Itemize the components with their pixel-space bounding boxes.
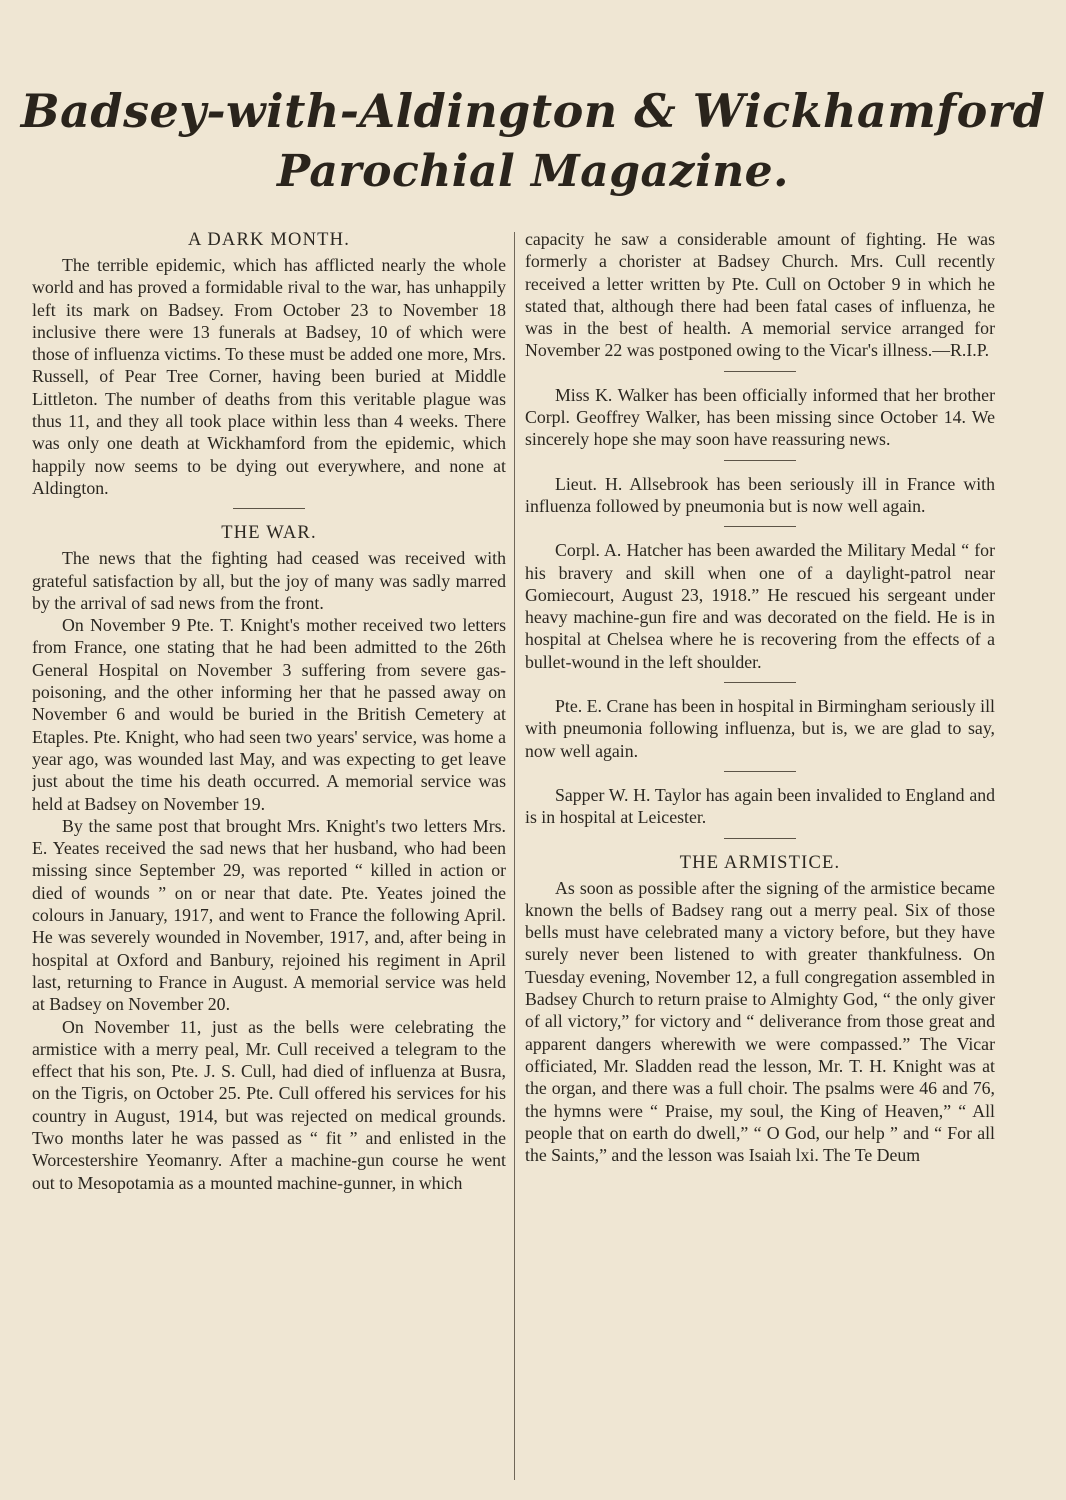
cull-continuation: capacity he saw a considerable amount of fighting. He was formerly a chorister at Badsey Church. Mrs. Cull recently received a letter written by Pte. Cull on October 9 in which he stated that, although there had been fatal cases of influenza, he was in the best of health. A memorial service arranged for November 22 was postponed owing to the Vicar's illness.—R.I.P. [525,229,995,361]
masthead-line-1: Badsey-with-Aldington & Wickhamford [20,84,1046,138]
allsebrook-item: Lieut. H. Allsebrook has been seriously ill in France with influenza followed by pneumonia but is now well again. [525,473,995,516]
right-column [525,228,995,1483]
dark-month-paragraph: The terrible epidemic, which has afflicted nearly the whole world and has proved a formidable rival to the war, has unhappily left its mark on Badsey. From October 23 to November 18 inclusive there were 13 funerals at Badsey, 10 of which were those of influenza victims. To these must be added one more, Mrs. Russell, of Pear Tree Corner, having been buried at Middle Littleton. The number of deaths from this veritable plague was thus 11, and they all took place within less than 4 weeks. There was only one death at Wickhamford from the epidemic, which happily now seems to be dying out everywhere, and none at Aldington. [32,255,506,498]
heading-dark-month: A DARK MONTH. [187,230,351,250]
war-paragraph-3: By the same post that brought Mrs. Knight's two letters Mrs. E. Yeates received the sad news that her husband, who had been missing since September 29, was reported “ killed in action or died of wounds ” on or near that date. Pte. Yeates joined the colours in January, 1917, and went to France the following April. He was severely wounded in November, 1917, and, after being in hospital at Oxford and Banbury, rejoined his regiment in April last, returning to France in August. A memorial service was held at Badsey on November 20. [32,815,506,1015]
heading-armistice: THE ARMISTICE. [679,852,841,873]
item-separator [724,371,796,372]
section-separator [724,838,796,839]
war-paragraph-1: The news that the fighting had ceased was received with grateful satisfaction by all, but the joy of many was sadly marred by the arrival of sad news from the front. [32,548,506,613]
crane-item: Pte. E. Crane has been in hospital in Birmingham seriously ill with pneumonia following influenza, but is, we are glad to say, now well again. [525,696,995,761]
item-separator [724,460,796,461]
walker-item: Miss K. Walker has been officially informed that her brother Corpl. Geoffrey Walker, has been missing since October 14. We sincerely hope she may soon have reassuring news. [525,384,995,450]
item-separator [724,682,796,683]
column-divider [514,232,515,1480]
section-separator [233,508,305,509]
war-paragraph-2: On November 9 Pte. T. Knight's mother received two letters from France, one stating that he had been admitted to the 26th General Hospital on November 3 suffering from severe gas-poisoning, and the other informing her that he passed away on November 6 and would be buried in the British Cemetery at Etaples. Pte. Knight, who had seen two years' service, was home a year ago, was wounded last May, and was expecting to get leave just about the time his death occurred. A memorial service was held at Badsey on November 19. [32,615,506,814]
left-column [32,228,506,1483]
item-separator [724,526,796,527]
masthead-line-2: Parochial Magazine. [277,146,789,197]
taylor-item: Sapper W. H. Taylor has again been invalided to England and is in hospital at Leicester. [525,784,995,828]
item-separator [724,771,796,772]
hatcher-item: Corpl. A. Hatcher has been awarded the Military Medal “ for his bravery and skill when one of a daylight-patrol near Gomiecourt, August 23, 1918.” He rescued his sergeant under heavy machine-gun fire and was decorated on the field. He is in hospital at Chelsea where he is recovering from the effects of a bullet-wound in the left shoulder. [525,540,995,672]
armistice-paragraph: As soon as possible after the signing of the armistice became known the bells of Badsey rang out a merry peal. Six of those bells must have celebrated many a victory before, but they have surely never been listened to with greater thankfulness. On Tuesday evening, November 12, a full congregation assembled in Badsey Church to return praise to Almighty God, “ the only giver of all victory,” for victory and “ deliverance from those great and apparent dangers wherewith we were compassed.” The Vicar officiated, Mr. Sladden read the lesson, Mr. T. H. Knight was at the organ, and there was a full choir. The psalms were 46 and 76, the hymns were “ Praise, my soul, the King of Heaven,” “ All people that on earth do dwell,” “ O God, our help ” and “ For all the Saints,” and the lesson was Isaiah lxi. The Te Deum [525,877,995,1166]
heading-the-war: THE WAR. [221,523,317,544]
war-paragraph-4: On November 11, just as the bells were celebrating the armistice with a merry peal, Mr. Cull received a telegram to the effect that his son, Pte. J. S. Cull, had died of influenza at Busra, on the Tigris, on October 25. Pte. Cull offered his services for his country in August, 1914, but was rejected on medical grounds. Two months later he was passed as “ fit ” and enlisted in the Worcestershire Yeomanry. After a machine-gun course he went out to Mesopotamia as a mounted machine-gunner, in which [32,1016,506,1193]
masthead [0,82,1066,202]
